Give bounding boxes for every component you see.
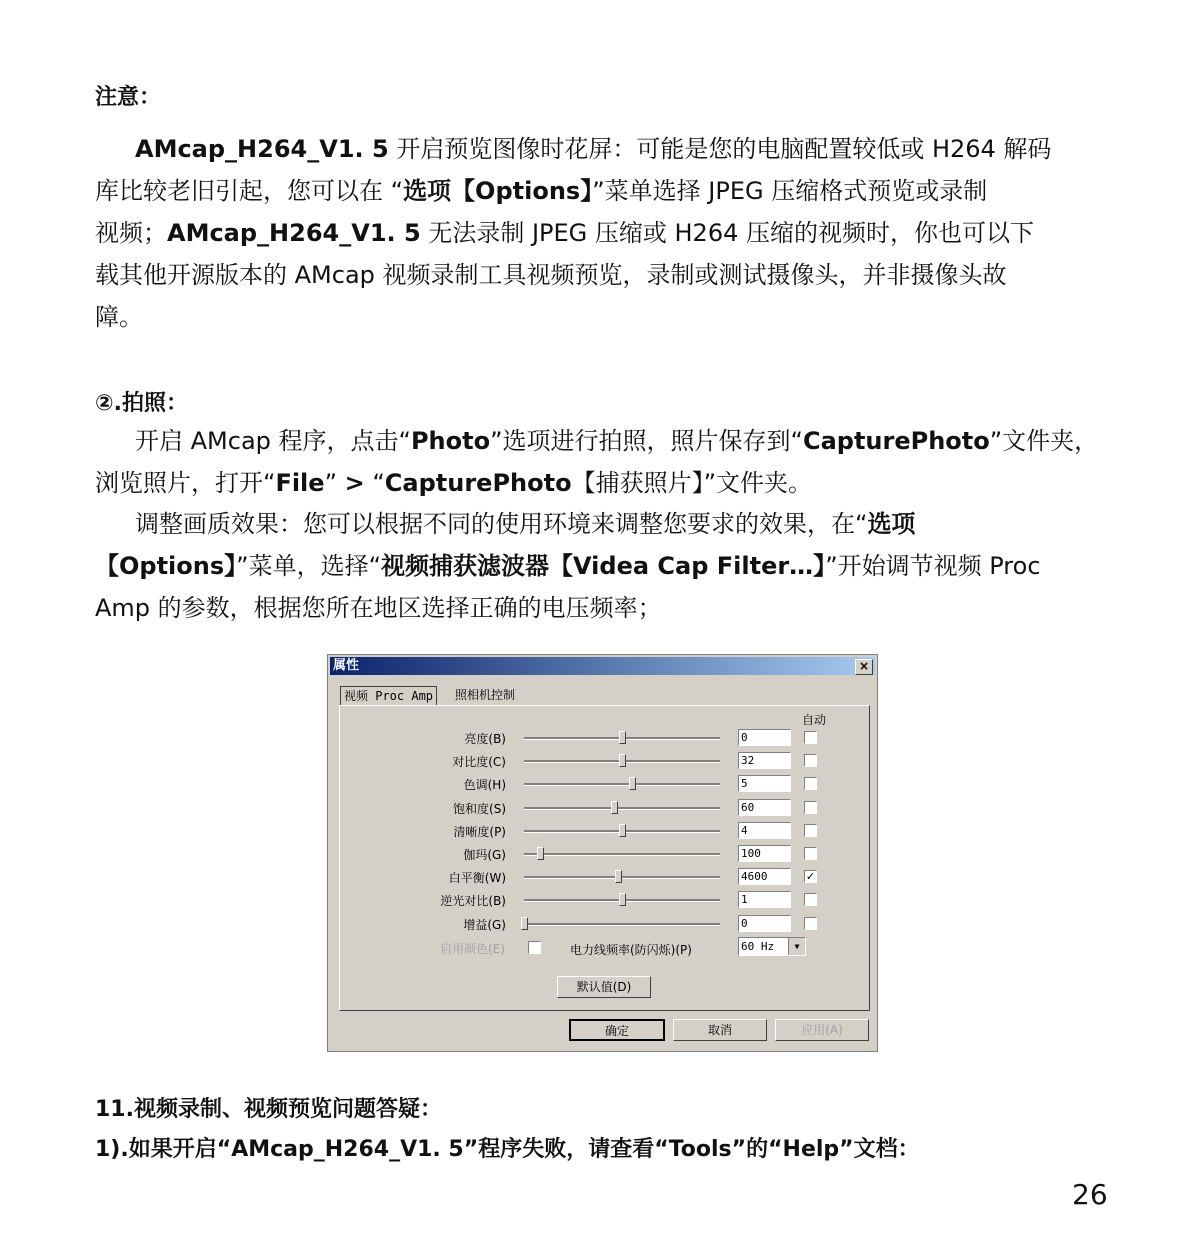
note-text: 开启预览图像时花屏：可能是您的电脑配置较低或 H264 解码	[388, 135, 1052, 163]
property-value-field[interactable]: 4	[738, 822, 791, 839]
photo-line-1	[135, 426, 1098, 456]
options-ref: 【Options】	[95, 552, 237, 580]
chevron-down-icon[interactable]: ▼	[788, 938, 805, 955]
powerline-value: 60 Hz	[741, 940, 775, 953]
slider-track[interactable]	[524, 853, 720, 856]
quality-line-3: Amp 的参数，根据您所在地区选择正确的电压频率；	[95, 594, 662, 622]
property-label: 增益(G)	[463, 917, 506, 932]
note-line-3	[95, 218, 1034, 248]
auto-checkbox[interactable]	[804, 801, 817, 814]
property-row	[328, 843, 879, 865]
program-name: AMcap_H264_V1. 5	[135, 135, 389, 163]
note-line-5: 障。	[95, 303, 143, 331]
property-value-field[interactable]: 32	[738, 752, 791, 769]
options-menu-ref: 选项【Options】	[403, 177, 593, 205]
quality-line-2	[95, 551, 1041, 581]
property-label: 亮度(B)	[464, 732, 506, 746]
property-row	[328, 750, 879, 772]
property-label: 逆光对比(B)	[440, 894, 506, 909]
program-name: AMcap_H264_V1. 5	[231, 1137, 464, 1162]
property-row	[328, 773, 879, 795]
slider-thumb[interactable]	[619, 754, 626, 767]
page-number: 26	[1072, 1178, 1108, 1211]
close-icon[interactable]: ×	[855, 659, 873, 675]
property-row	[328, 866, 879, 888]
note-text: 库比较老旧引起，您可以在 “	[95, 177, 404, 205]
filter-ref: 视频捕获滤波器【Videa Cap Filter…】	[381, 552, 826, 580]
faq-text: ”程序失败，请查看“	[463, 1137, 669, 1162]
property-value-field[interactable]: 60	[738, 799, 791, 816]
auto-checkbox[interactable]	[804, 754, 817, 767]
help-ref: Help	[782, 1137, 840, 1162]
slider-thumb[interactable]	[619, 731, 626, 744]
auto-checkbox[interactable]	[804, 777, 817, 790]
capturephoto-ref: CapturePhoto	[802, 427, 990, 455]
slider-thumb[interactable]	[611, 801, 618, 814]
slider-thumb[interactable]	[615, 870, 622, 883]
photo-text: ”选项进行拍照，照片保存到“	[490, 427, 803, 455]
property-row	[328, 797, 879, 819]
photo-text: ”文件夹，	[989, 427, 1099, 455]
properties-dialog	[327, 654, 878, 1052]
cancel-button[interactable]: 取消	[673, 1019, 767, 1041]
property-row	[328, 889, 879, 911]
note-text: 视频；	[95, 219, 167, 247]
auto-checkbox[interactable]	[804, 731, 817, 744]
property-value-field[interactable]: 0	[738, 915, 791, 932]
slider-thumb[interactable]	[521, 917, 528, 930]
auto-checkbox[interactable]	[804, 847, 817, 860]
photo-heading: ②.拍照：	[95, 391, 188, 416]
faq-text: ”的“	[731, 1137, 783, 1162]
quality-line-1	[135, 509, 915, 539]
program-name: AMcap_H264_V1. 5	[167, 219, 421, 247]
auto-checkbox[interactable]: ✓	[805, 870, 816, 884]
slider-thumb[interactable]	[619, 893, 626, 906]
auto-column-header: 自动	[802, 713, 827, 727]
tab-proc-amp[interactable]: 视频 Proc Amp	[340, 686, 437, 706]
note-text: ”菜单选择 JPEG 压缩格式预览或录制	[592, 177, 988, 205]
property-label: 对比度(C)	[452, 755, 506, 770]
arrow-ref: >	[344, 469, 365, 497]
dialog-titlebar	[330, 657, 875, 675]
property-value-field[interactable]: 0	[738, 729, 791, 746]
note-heading: 注意：	[95, 85, 162, 110]
faq-text: ”文档：	[839, 1137, 920, 1162]
faq-item-1	[95, 1132, 920, 1163]
quality-text: ”菜单，选择“	[236, 552, 382, 580]
apply-button[interactable]: 应用(A)	[775, 1019, 869, 1041]
property-row	[328, 913, 879, 935]
tools-ref: Tools	[668, 1137, 732, 1162]
photo-line-2	[95, 468, 812, 498]
powerline-label: 电力线频率(防闪烁)(P)	[570, 943, 692, 957]
slider-thumb[interactable]	[537, 847, 544, 860]
property-label: 清晰度(P)	[453, 824, 506, 839]
property-row	[328, 727, 879, 749]
slider-track[interactable]	[524, 807, 720, 810]
auto-checkbox[interactable]	[804, 893, 817, 906]
note-line-4: 载其他开源版本的 AMcap 视频录制工具视频预览，录制或测试摄像头，并非摄像头故	[95, 261, 1007, 289]
slider-thumb[interactable]	[629, 777, 636, 790]
photo-text: 开启 AMcap 程序，点击“	[135, 427, 411, 455]
property-label: 白平衡(W)	[448, 871, 506, 886]
tab-camera-control[interactable]: 照相机控制	[455, 688, 516, 702]
quality-text: ”开始调节视频 Proc	[825, 552, 1041, 580]
note-text: 无法录制 JPEG 压缩或 H264 压缩的视频时，你也可以下	[420, 219, 1034, 247]
slider-track[interactable]	[524, 923, 720, 926]
quality-text: 调整画质效果：您可以根据不同的使用环境来调整您要求的效果，在“	[135, 510, 868, 538]
note-line-2	[95, 176, 987, 206]
slider-thumb[interactable]	[619, 824, 626, 837]
property-row	[328, 820, 879, 842]
photo-ref: Photo	[410, 427, 491, 455]
auto-checkbox[interactable]	[804, 824, 817, 837]
faq-text: 1).如果开启“	[95, 1137, 232, 1162]
capturephoto-ref: CapturePhoto	[384, 469, 572, 497]
powerline-select[interactable]	[738, 937, 806, 956]
property-value-field[interactable]: 100	[738, 845, 791, 862]
property-label: 伽玛(G)	[463, 848, 506, 862]
dialog-title: 属性	[333, 658, 360, 673]
color-enable-label: 启用颜色(E)	[440, 942, 505, 956]
photo-text: “	[364, 469, 385, 497]
default-button[interactable]: 默认值(D)	[557, 976, 651, 998]
note-line-1	[135, 134, 1051, 164]
property-value-field[interactable]: 5	[738, 775, 791, 792]
property-value-field[interactable]: 1	[738, 891, 791, 908]
property-value-field[interactable]: 4600	[738, 868, 791, 885]
property-label: 饱和度(S)	[453, 801, 506, 816]
photo-text: ”	[324, 469, 345, 497]
ok-button[interactable]: 确定	[569, 1019, 665, 1041]
slider-track[interactable]	[524, 783, 720, 786]
auto-checkbox[interactable]	[804, 917, 817, 930]
options-ref: 选项	[867, 510, 916, 538]
property-label: 色调(H)	[463, 778, 506, 793]
faq-heading: 11.视频录制、视频预览问题答疑：	[95, 1097, 442, 1122]
color-enable-checkbox[interactable]	[528, 941, 541, 954]
photo-text: 浏览照片，打开“	[95, 469, 276, 497]
photo-text: 【捕获照片】”文件夹。	[571, 469, 813, 497]
file-ref: File	[275, 469, 325, 497]
